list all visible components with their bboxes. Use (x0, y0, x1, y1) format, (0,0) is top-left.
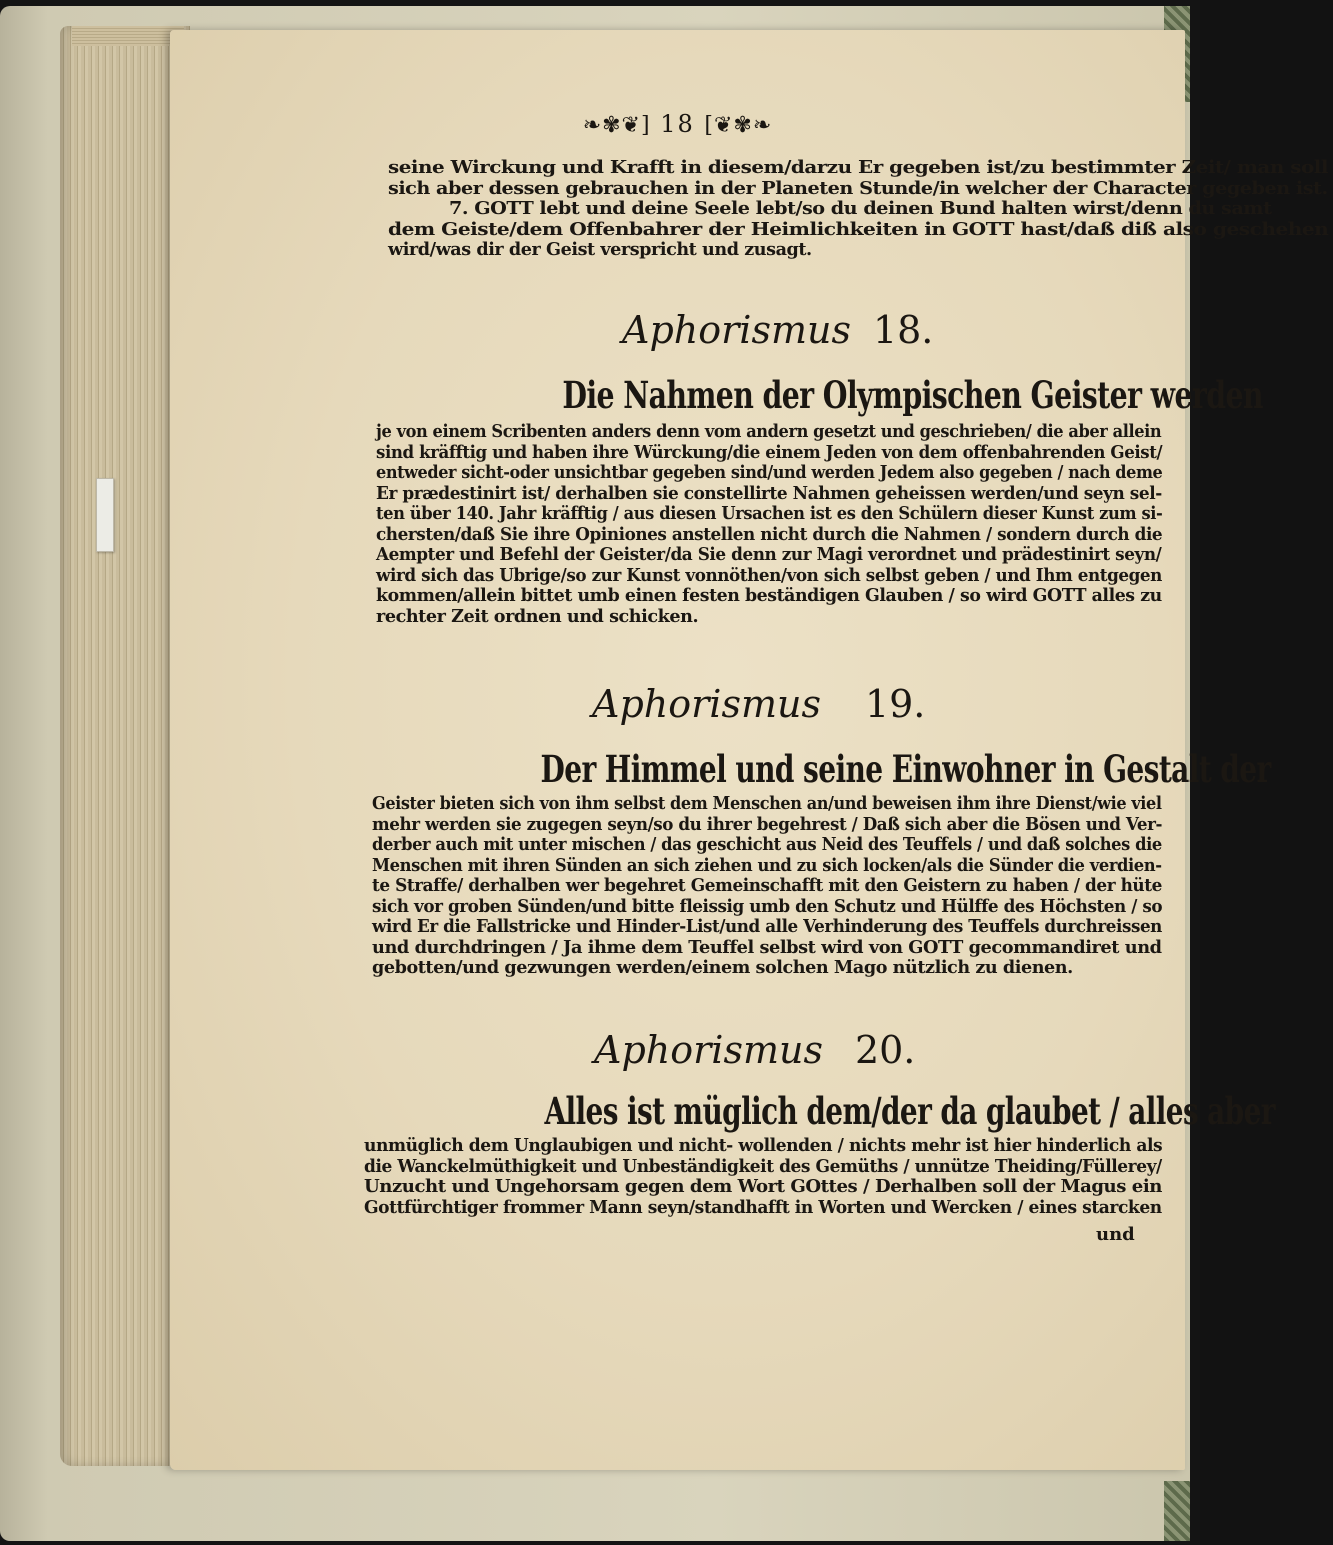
text-line: wird/was dir der Geist verspricht und zusagt. (388, 239, 812, 260)
intro-paragraph (388, 158, 1328, 261)
bookmark-tab (96, 478, 114, 552)
aphorism-18-opening (456, 373, 1263, 417)
clasp-bottom (1164, 1481, 1190, 1541)
catchword: und (1096, 1224, 1135, 1245)
aphorism-title: Aphorismus (594, 1028, 823, 1072)
aphorism-number: 19. (864, 682, 926, 726)
aphorism-19-opening (424, 747, 1271, 791)
text-line: Er prædestinirt ist/ derhalben sie constellirte Nahmen geheissen werden/und seyn sel- (376, 482, 1162, 504)
running-head (170, 110, 1185, 138)
text-line: mehr werden sie zugegen seyn/so du ihrer begehrest / Daß sich aber die Bösen und Ver- (372, 813, 1162, 835)
aphorism-19-heading (592, 682, 925, 726)
aphorism-title: Aphorismus (592, 682, 821, 726)
aphorism-18-heading (622, 308, 933, 352)
text-line: die Wanckelmüthigkeit und Unbeständigkeit des Gemüths / unnütze Theiding/Füllerey/ (364, 1155, 1162, 1177)
aphorism-title: Aphorismus (622, 308, 851, 352)
text-line: wird Er die Fallstricke und Hinder-List/und alle Verhinderung des Teuffels durchreissen (372, 916, 1162, 937)
text-line: seine Wirckung und Krafft in diesem/darzu Er gegeben ist/zu bestimmter Zeit/ man soll (388, 157, 1328, 178)
opening-line: Die Nahmen der Olympischen Geister werden (562, 373, 1263, 417)
text-line: Aempter und Befehl der Geister/da Sie denn zur Magi verordnet und prädestinirt seyn/ (376, 544, 1162, 565)
text-line: derber auch mit unter mischen / das geschicht aus Neid des Teuffels / und daß solches die (372, 834, 1162, 855)
opening-line: Der Himmel und seine Einwohner in Gestalt der (540, 747, 1271, 791)
aphorism-number: 18. (872, 308, 934, 352)
book-page (170, 30, 1329, 1470)
aphorism-20-heading (594, 1028, 915, 1072)
ornament-right-icon: [❦✾❧ (704, 113, 773, 138)
text-line: Geister bieten sich von ihm selbst dem Menschen an/und beweisen ihm ihre Dienst/wie viel (372, 793, 1162, 814)
aphorism-19-body (372, 794, 1162, 979)
text-line: Unzucht und Ungehorsam gegen dem Wort GOttes / Derhalben soll der Magus ein (364, 1176, 1162, 1197)
text-line: sich aber dessen gebrauchen in der Planeten Stunde/in welcher der Character gegeben ist. (388, 177, 1328, 199)
text-line: Gottfürchtiger frommer Mann seyn/standhafft in Worten und Wercken / eines starcken (364, 1196, 1162, 1218)
ornament-left-icon: ❧✾❦] (582, 113, 651, 138)
text-line: 7. GOTT lebt und deine Seele lebt/so du deinen Bund halten wirst/denn du samt (449, 198, 1272, 219)
aphorism-20-opening (426, 1089, 1275, 1133)
page-edges-top (72, 26, 184, 46)
text-line: unmüglich dem Unglaubigen und nicht- wollenden / nichts mehr ist hier hinderlich als (364, 1135, 1163, 1156)
text-line: entweder sicht-oder unsichtbar gegeben sind/und werden Jedem also gegeben / nach deme (376, 462, 1163, 483)
text-line: rechter Zeit ordnen und schicken. (376, 605, 699, 627)
text-line: gebotten/und gezwungen werden/einem solchen Mago nützlich zu dienen. (372, 957, 1073, 978)
text-line: Menschen mit ihren Sünden an sich ziehen und zu sich locken/als die Sünder die verdien- (372, 854, 1162, 876)
text-line: sind kräfftig und haben ihre Würckung/die einem Jeden von dem offenbahrenden Geist/ (376, 441, 1163, 463)
text-line: chersten/daß Sie ihre Opiniones anstellen nicht durch die Nahmen / sondern durch die (376, 523, 1163, 545)
page-number: 18 (660, 110, 695, 138)
text-line: ten über 140. Jahr kräfftig / aus diesen Ursachen ist es den Schülern dieser Kunst zum si- (376, 503, 1163, 524)
text-line: sich vor groben Sünden/und bitte fleissig umb den Schutz und Hülffe des Höchsten / so (372, 895, 1163, 917)
text-line: te Straffe/ derhalben wer begehret Gemeinschafft mit den Geistern zu haben / der hüte (372, 875, 1162, 896)
opening-line: Alles ist müglich dem/der da glaubet / alles aber (544, 1089, 1275, 1133)
text-line: kommen/allein bittet umb einen festen beständigen Glauben / so wird GOTT alles zu (376, 585, 1162, 606)
text-line: und durchdringen / Ja ihme dem Teuffel selbst wird von GOTT gecommandiret und (372, 936, 1162, 958)
text-line: dem Geiste/dem Offenbahrer der Heimlichkeiten in GOTT hast/daß diß also geschehen (388, 218, 1329, 240)
text-line: je von einem Scribenten anders denn vom andern gesetzt und geschrieben/ die aber allein (376, 421, 1162, 442)
aphorism-20-body (364, 1136, 1162, 1218)
aphorism-18-body (376, 422, 1162, 627)
aphorism-number: 20. (854, 1028, 916, 1072)
text-line: wird sich das Ubrige/so zur Kunst vonnöthen/von sich selbst geben / und Ihm entgegen (376, 564, 1162, 586)
